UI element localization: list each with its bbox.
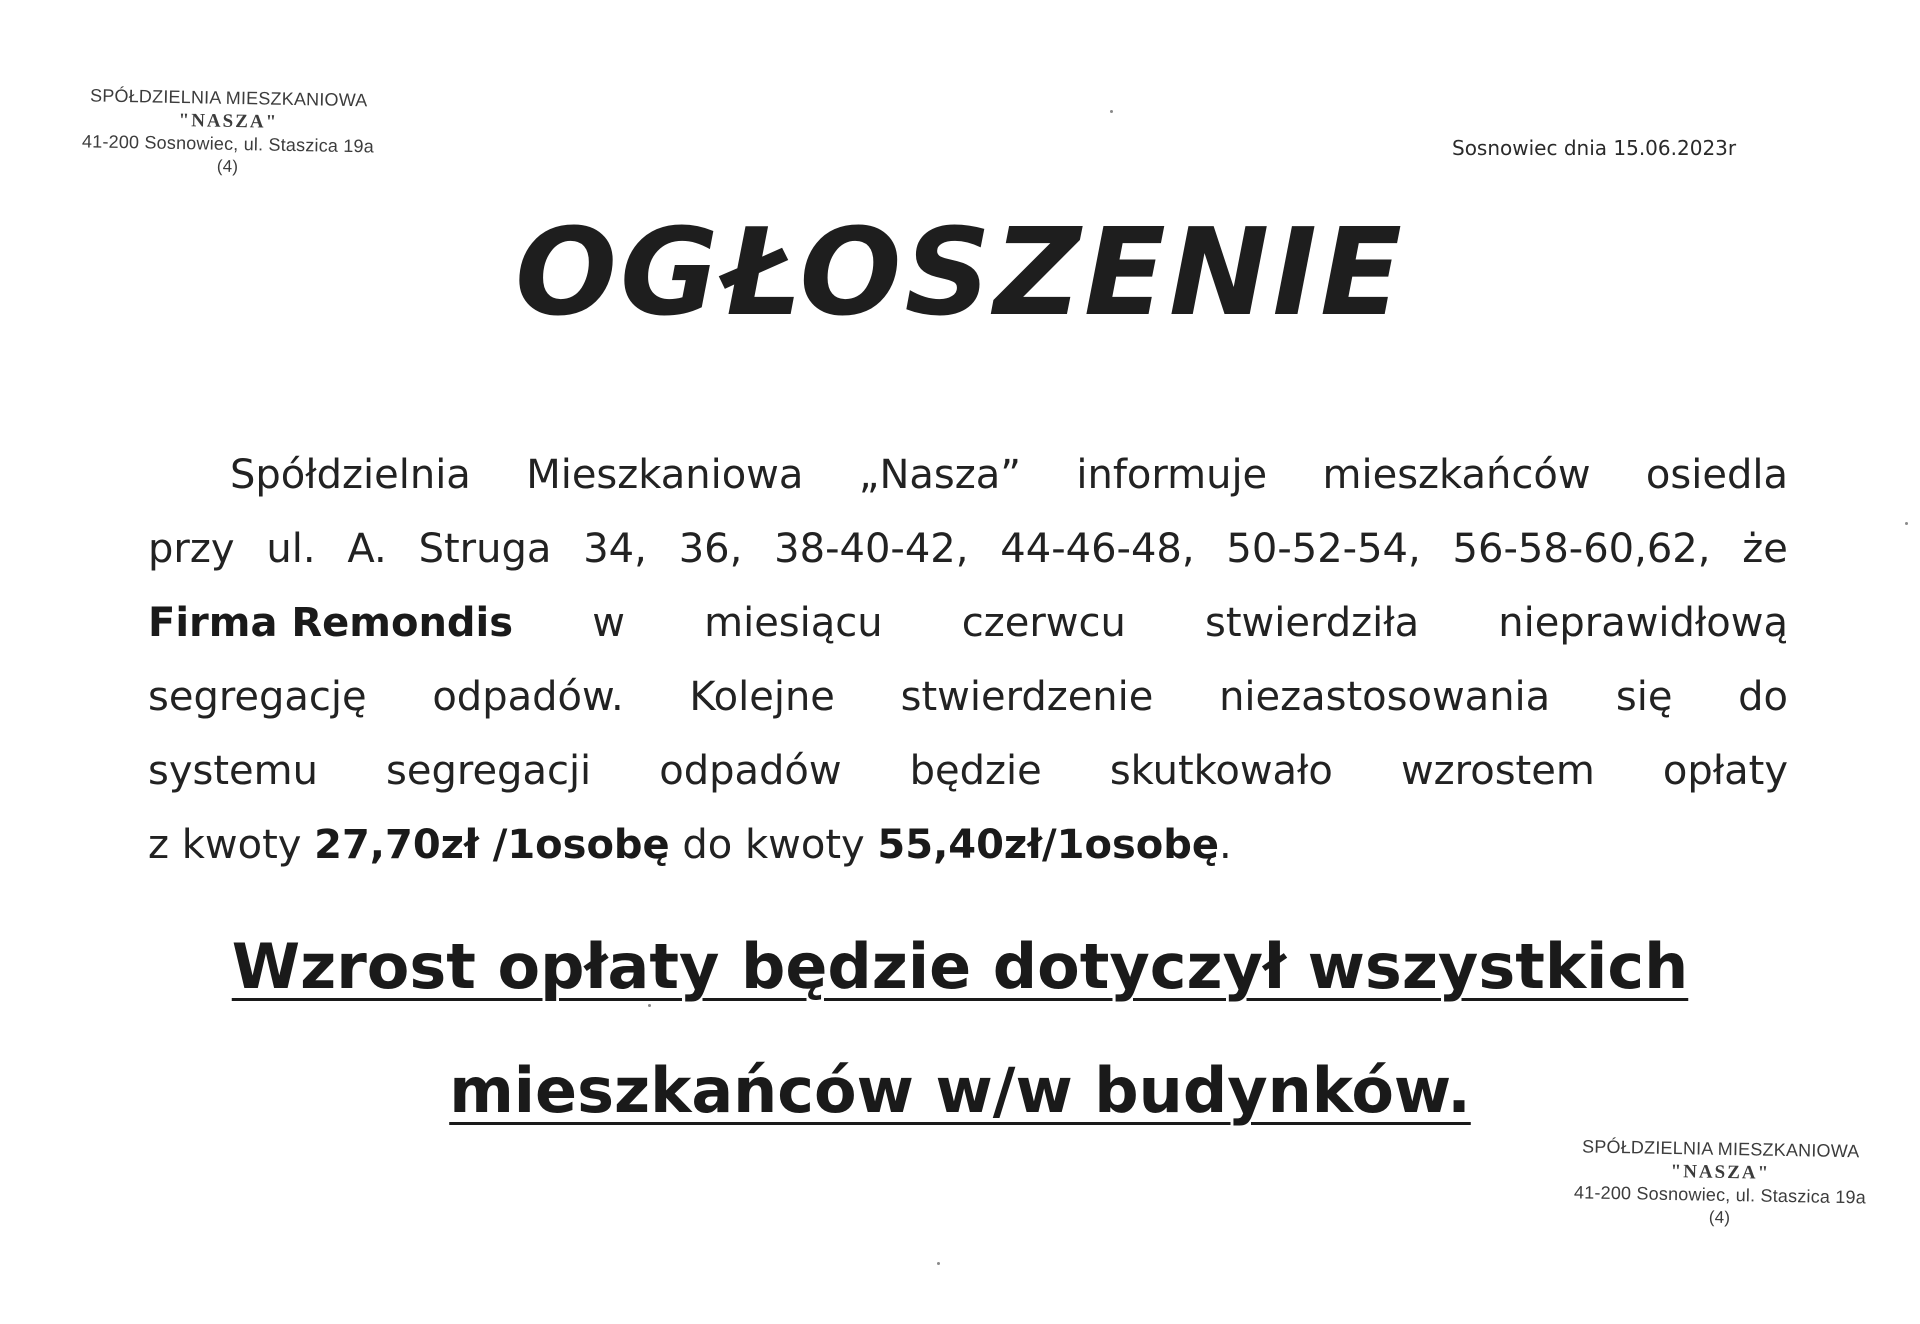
body-word: opłaty xyxy=(1662,748,1788,794)
body-word: 44-46-48, xyxy=(1000,526,1195,572)
stamp-address: 41-200 Sosnowiec, ul. Staszica 19a xyxy=(1573,1182,1867,1208)
body-word: niezastosowania xyxy=(1219,674,1551,720)
current-fee: 27,70zł /1osobę xyxy=(314,822,670,868)
body-word: stwierdziła xyxy=(1205,600,1420,646)
body-text-fragment: do kwoty xyxy=(669,822,878,868)
body-word: się xyxy=(1615,674,1673,720)
body-word: 38-40-42, xyxy=(774,526,969,572)
body-word: Struga xyxy=(418,526,552,572)
scan-speck xyxy=(648,1004,651,1007)
body-line-3 xyxy=(148,586,1788,660)
body-text-fragment: z kwoty xyxy=(148,822,315,868)
stamp-number: (4) xyxy=(216,156,239,176)
body-word: ul. xyxy=(266,526,316,572)
body-word: nieprawidłową xyxy=(1498,600,1788,646)
body-word: osiedla xyxy=(1645,452,1788,498)
stamp-number: (4) xyxy=(1708,1207,1731,1227)
body-word: skutkowało xyxy=(1109,748,1333,794)
body-word: Kolejne xyxy=(689,674,835,720)
body-word: segregacji xyxy=(386,748,592,794)
cooperative-stamp-bottom xyxy=(1554,1135,1886,1231)
body-line-2 xyxy=(148,512,1788,586)
stamp-address: 41-200 Sosnowiec, ul. Staszica 19a xyxy=(81,131,375,157)
body-line-6 xyxy=(148,808,1788,882)
body-word: Spółdzielnia xyxy=(230,452,471,498)
body-word: stwierdzenie xyxy=(900,674,1154,720)
body-word: informuje xyxy=(1076,452,1268,498)
scan-speck xyxy=(937,1262,940,1265)
body-word: systemu xyxy=(148,748,318,794)
body-line-4 xyxy=(148,660,1788,734)
company-name: Firma Remondis xyxy=(148,600,514,646)
body-word: segregację xyxy=(148,674,367,720)
fee-increase-notice xyxy=(0,905,1920,1153)
increased-fee: 55,40zł/1osobę xyxy=(877,822,1220,868)
body-word: odpadów. xyxy=(432,674,624,720)
notice-line-2: mieszkańców w/w budynków. xyxy=(449,1054,1471,1127)
body-word: 50-52-54, xyxy=(1226,526,1421,572)
body-word: A. xyxy=(347,526,387,572)
body-word: 56-58-60,62, xyxy=(1452,526,1711,572)
stamp-short-name: "NASZA" xyxy=(178,109,279,133)
body-word: mieszkańców xyxy=(1322,452,1591,498)
body-word: czerwcu xyxy=(961,600,1126,646)
body-word: że xyxy=(1742,526,1788,572)
body-word: przy xyxy=(148,526,235,572)
body-word: „Nasza” xyxy=(858,452,1021,498)
stamp-name: SPÓŁDZIELNIA MIESZKANIOWA xyxy=(1581,1136,1860,1162)
scan-speck xyxy=(1905,522,1908,525)
document-date: Sosnowiec dnia 15.06.2023r xyxy=(1452,136,1737,160)
body-word: miesiącu xyxy=(704,600,883,646)
body-word: 34, xyxy=(583,526,647,572)
body-line-5 xyxy=(148,734,1788,808)
scan-speck xyxy=(1110,110,1113,113)
stamp-name: SPÓŁDZIELNIA MIESZKANIOWA xyxy=(89,85,368,111)
body-word: do xyxy=(1738,674,1788,720)
body-word: będzie xyxy=(909,748,1042,794)
body-word: Mieszkaniowa xyxy=(526,452,804,498)
body-word: odpadów xyxy=(659,748,842,794)
body-word: 36, xyxy=(678,526,743,572)
body-word: wzrostem xyxy=(1400,748,1595,794)
notice-line-1: Wzrost opłaty będzie dotyczył wszystkich xyxy=(231,930,1689,1003)
body-word: w xyxy=(592,600,625,646)
announcement-body xyxy=(148,438,1788,882)
body-line-1 xyxy=(148,438,1788,512)
stamp-short-name: "NASZA" xyxy=(1670,1160,1771,1184)
document-title: OGŁOSZENIE xyxy=(515,204,1405,343)
cooperative-stamp-top xyxy=(62,84,394,180)
body-text-fragment: . xyxy=(1219,822,1232,868)
